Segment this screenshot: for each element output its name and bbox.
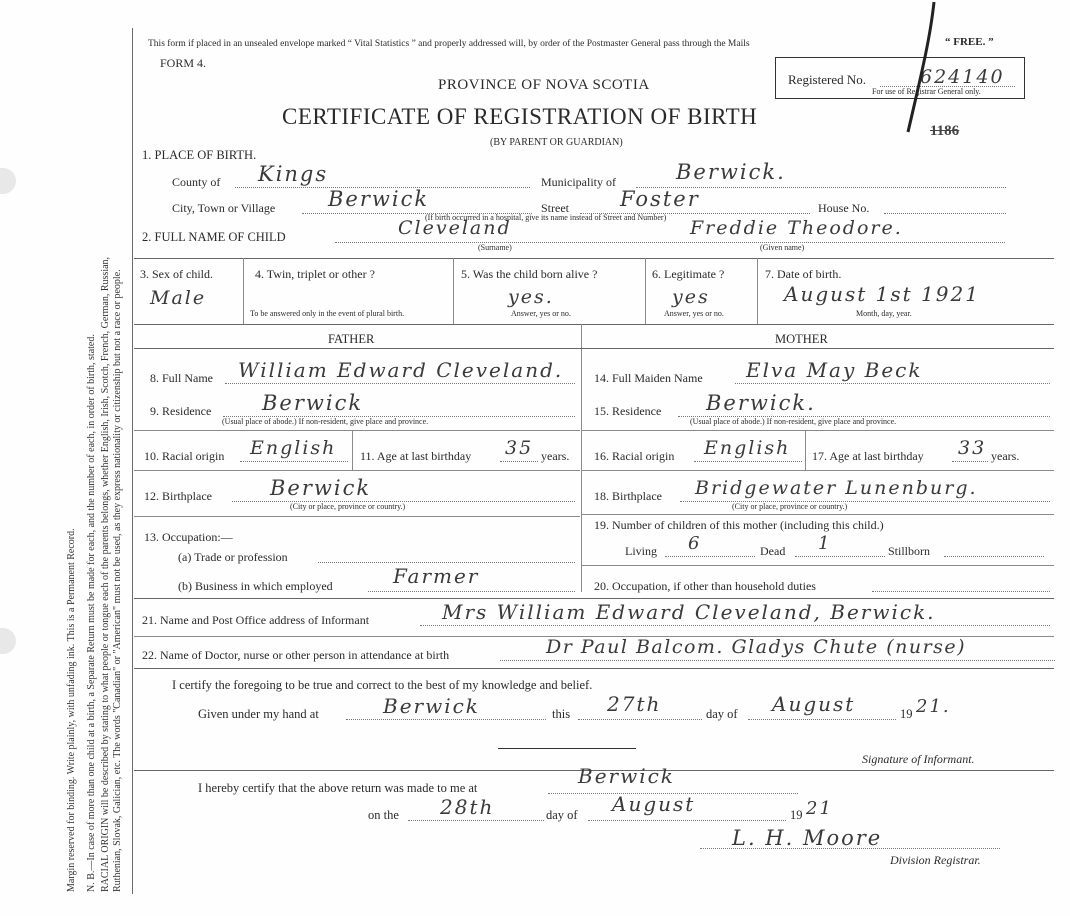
registrar-month-value: August [612,792,696,816]
living-label: Living [625,544,657,558]
place-of-birth-heading: 1. PLACE OF BIRTH. [142,148,257,162]
registrar-use-note: For use of Registrar General only. [872,87,981,96]
father-age-line [500,461,538,462]
dead-line [795,556,885,557]
stillborn-line [944,556,1044,557]
born-alive-caption: Answer, yes or no. [511,309,571,318]
row-divider [582,565,1054,566]
father-birthplace-value: Berwick [270,476,372,500]
mother-racial-origin-label: 16. Racial origin [594,449,675,463]
binding-hole [0,168,16,194]
given-name-caption: (Given name) [760,243,805,252]
child-surname-value: Cleveland [398,217,512,239]
margin-rule [132,28,133,894]
year-prefix: 19 [900,707,913,721]
given-month-value: August [772,692,856,716]
given-day-value: 27th [607,692,662,716]
mother-birthplace-label: 18. Birthplace [594,489,662,503]
county-value: Kings [258,162,329,186]
margin-note-racial-origin-cont: Ruthenian, Slovak, Galician, etc. The words "Canadian" or "American" must not be used, as they express nationality or citizenship but not a race or people. [112,269,123,892]
children-count-label: 19. Number of children of this mother (including this child.) [594,518,884,532]
informant-value: Mrs William Edward Cleveland, Berwick. [442,600,936,624]
mother-age-value: 33 [958,437,987,459]
mother-residence-value: Berwick. [706,391,816,415]
father-years-label: years. [541,449,570,463]
row-divider [134,430,580,431]
house-number-line [884,213,1006,214]
father-name-line [225,383,575,384]
born-alive-value: yes. [508,286,554,308]
father-name-value: William Edward Cleveland. [238,358,564,382]
child-given-name-value: Freddie Theodore. [690,217,903,239]
father-occupation-label: 13. Occupation:— [144,530,233,544]
certificate-title: CERTIFICATE OF REGISTRATION OF BIRTH [282,104,758,129]
mother-age-line [952,461,988,462]
registrar-day-of-label: day of [546,808,578,822]
given-place-value: Berwick [383,694,480,718]
father-birthplace-note: (City or place, province or country.) [290,502,406,511]
child-name-label: 2. FULL NAME OF CHILD [142,230,286,244]
father-name-label: 8. Full Name [150,371,213,385]
legitimate-caption: Answer, yes or no. [664,309,724,318]
municipality-value: Berwick. [676,160,786,184]
mother-birthplace-value: Bridgewater Lunenburg. [695,477,978,499]
mother-name-value: Elva May Beck [746,358,923,382]
margin-note-multiple-births: N. B.—In case of more than one child at a birth, a Separate Return must be made for each, and the number of each, in order of birth, stated. [86,334,97,892]
row-divider [134,324,1054,325]
father-age-label: 11. Age at last birthday [360,449,472,463]
margin-note-racial-origin: RACIAL ORIGIN will be described by stating to what people or tongue each of the parents belongs, whether English, Irish, Scotch, French, German, Russian, [100,256,111,892]
given-under-label: Given under my hand at [198,707,319,721]
row-divider [134,258,1054,259]
mother-heading: MOTHER [775,332,828,346]
father-residence-value: Berwick [262,391,364,415]
mother-age-label: 17. Age at last birthday [812,449,924,463]
form-number: FORM 4. [160,56,207,70]
column-divider [453,258,454,324]
house-number-label: House No. [818,201,870,215]
row-divider [134,516,580,517]
row-divider [134,348,1054,349]
corner-number: 1186 [930,123,960,139]
father-racial-origin-label: 10. Racial origin [144,449,225,463]
on-the-label: on the [368,808,399,822]
certificate-subtitle: (BY PARENT OR GUARDIAN) [490,137,623,148]
father-age-value: 35 [505,437,534,459]
city-value: Berwick [328,187,430,211]
city-label: City, Town or Village [172,201,276,215]
hospital-note: (If birth occurred in a hospital, give its name instead of Street and Number) [425,213,667,222]
father-residence-label: 9. Residence [150,404,212,418]
day-line [578,719,702,720]
father-abode-note: (Usual place of abode.) If non-resident, give place and province. [222,417,429,426]
business-label: (b) Business in which employed [178,579,333,593]
informant-signature-line [498,748,636,749]
registrar-statement: I hereby certify that the above return was made to me at [198,781,478,795]
registrar-signature: L. H. Moore [732,826,883,850]
given-year-value: 21. [916,696,951,717]
legitimate-label: 6. Legitimate ? [652,267,725,281]
business-value: Farmer [393,564,480,588]
mother-abode-note: (Usual place of abode.) If non-resident, give place and province. [690,417,897,426]
street-value: Foster [620,187,700,211]
column-divider [645,258,646,324]
mother-residence-label: 15. Residence [594,404,662,418]
father-heading: FATHER [328,332,375,346]
column-divider [243,258,244,324]
child-name-line [335,242,1005,243]
stillborn-label: Stillborn [888,544,931,558]
day-of-label: day of [706,707,738,721]
row-divider [134,668,1054,669]
registrar-day-line [408,820,544,821]
dead-label: Dead [760,544,786,558]
mother-racial-origin-value: English [704,437,791,459]
trade-profession-label: (a) Trade or profession [178,550,288,564]
doctor-line [500,660,1055,661]
sex-value: Male [150,287,207,309]
born-alive-label: 5. Was the child born alive ? [461,267,598,281]
mother-occupation-line [872,591,1050,592]
row-divider [134,470,580,471]
registrar-caption: Division Registrar. [890,853,981,867]
mother-occupation-label: 20. Occupation, if other than household duties [594,579,816,593]
living-line [665,556,755,557]
street-label: Street [541,201,569,215]
doctor-label: 22. Name of Doctor, nurse or other person in attendance at birth [142,648,450,662]
twin-label: 4. Twin, triplet or other ? [255,267,375,281]
this-label: this [552,707,571,721]
dead-value: 1 [818,533,832,554]
birth-date-caption: Month, day, year. [856,309,912,318]
mother-years-label: years. [991,449,1020,463]
registered-label: Registered No. [788,72,866,87]
column-divider [352,430,353,470]
given-place-line [346,719,546,720]
business-line [368,591,575,592]
trade-profession-line [318,562,575,563]
mother-racial-origin-line [694,461,802,462]
mother-name-label: 14. Full Maiden Name [594,371,703,385]
informant-signature-caption: Signature of Informant. [862,752,975,766]
certify-statement: I certify the foregoing to be true and correct to the best of my knowledge and belief. [172,678,593,692]
row-divider [582,430,1054,431]
municipality-label: Municipality of [541,175,616,189]
postal-note: This form if placed in an unsealed envelope marked “ Vital Statistics ” and properly addressed will, by order of the Postmaster General pass through the Mails [148,39,750,49]
living-value: 6 [688,533,702,554]
registrar-year-value: 21 [806,798,833,819]
surname-caption: (Surname) [478,243,512,252]
registrar-month-line [588,820,786,821]
pen-stroke [890,0,950,140]
legitimate-value: yes [672,286,710,308]
county-label: County of [172,175,221,189]
binding-hole [0,628,16,654]
row-divider [582,514,1054,515]
row-divider [134,598,1054,599]
informant-line [420,625,1050,626]
birth-date-value: August 1st 1921 [784,282,980,306]
father-birthplace-label: 12. Birthplace [144,489,212,503]
sex-label: 3. Sex of child. [140,267,213,281]
mother-name-line [735,383,1050,384]
father-racial-origin-line [240,461,348,462]
registrar-year-prefix: 19 [790,808,803,822]
twin-note: To be answered only in the event of plural birth. [250,309,405,318]
doctor-value: Dr Paul Balcom. Gladys Chute (nurse) [546,636,967,658]
registered-number: 624140 [920,66,1005,88]
father-racial-origin-value: English [250,437,337,459]
column-divider [757,258,758,324]
free-mark: “ FREE. ” [945,36,994,48]
margin-note-binding: Margin reserved for binding. Write plainly, with unfading ink. This is a Permanent Record. [66,528,77,892]
informant-label: 21. Name and Post Office address of Informant [142,613,370,627]
month-line [748,719,896,720]
registrar-place-value: Berwick [578,764,675,788]
parents-divider [581,324,582,592]
column-divider [805,430,806,470]
registrar-day-value: 28th [440,795,495,819]
row-divider [582,470,1054,471]
province-heading: PROVINCE OF NOVA SCOTIA [438,77,650,93]
birth-date-label: 7. Date of birth. [765,267,842,281]
mother-birthplace-note: (City or place, province or country.) [732,502,848,511]
